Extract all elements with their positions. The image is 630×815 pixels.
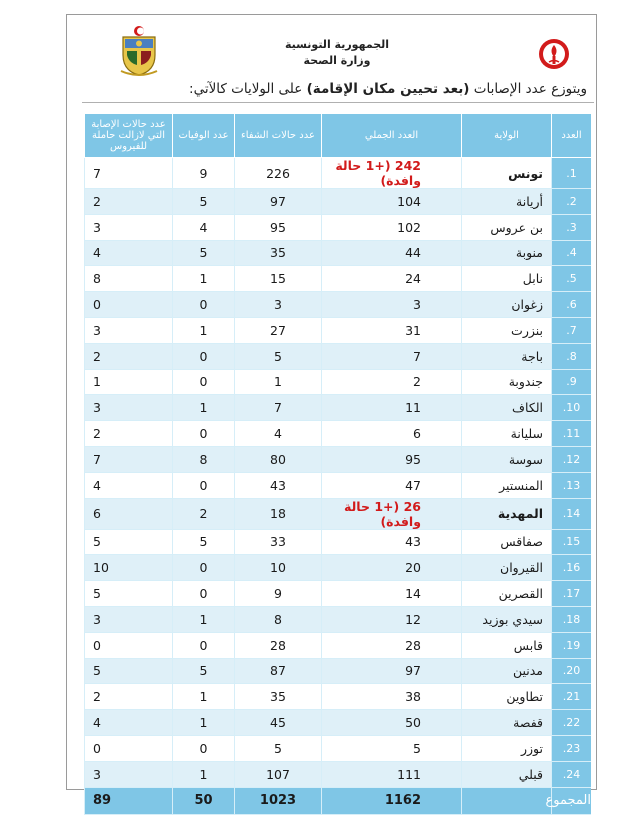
- divider: [82, 102, 594, 103]
- row-active: 6: [84, 499, 172, 530]
- row-governorate: أريانة: [461, 189, 551, 215]
- row-index: 20.: [551, 659, 591, 685]
- row-governorate: مدنين: [461, 659, 551, 685]
- ministry-name: وزارة الصحة: [303, 54, 371, 67]
- row-deaths: 1: [172, 395, 234, 421]
- row-active: 2: [84, 189, 172, 215]
- ministry-health-logo-icon: [537, 37, 571, 71]
- row-index: 21.: [551, 684, 591, 710]
- intro-suffix: على الولايات كالآتي:: [189, 81, 307, 97]
- row-governorate: بن عروس: [461, 215, 551, 241]
- table-row: [84, 158, 591, 189]
- table-row: [84, 344, 591, 370]
- row-total-cases: 242 (+1 حالة وافدة): [321, 158, 461, 189]
- row-deaths: 2: [172, 499, 234, 530]
- row-deaths: 0: [172, 344, 234, 370]
- table-row: [84, 633, 591, 659]
- row-deaths: 1: [172, 710, 234, 736]
- total-label: المجموع: [551, 788, 591, 815]
- row-recovered: 35: [234, 241, 321, 267]
- row-recovered: 43: [234, 473, 321, 499]
- row-governorate: جندوبة: [461, 370, 551, 396]
- row-deaths: 0: [172, 581, 234, 607]
- row-recovered: 45: [234, 710, 321, 736]
- table-row: [84, 447, 591, 473]
- table-row: [84, 659, 591, 685]
- row-index: 22.: [551, 710, 591, 736]
- total-active: 89: [84, 788, 172, 815]
- row-index: 19.: [551, 633, 591, 659]
- total-recovered: 1023: [234, 788, 321, 815]
- row-total-cases: 26 (+1 حالة وافدة): [321, 499, 461, 530]
- row-total-cases: 43: [321, 530, 461, 556]
- issuer-heading: [247, 37, 427, 69]
- row-governorate: المنستير: [461, 473, 551, 499]
- table-total-row: [84, 788, 591, 815]
- row-recovered: 15: [234, 266, 321, 292]
- row-deaths: 0: [172, 421, 234, 447]
- row-recovered: 10: [234, 555, 321, 581]
- row-active: 0: [84, 292, 172, 318]
- row-total-cases: 5: [321, 736, 461, 762]
- row-deaths: 5: [172, 241, 234, 267]
- row-governorate: الكاف: [461, 395, 551, 421]
- row-total-cases: 6: [321, 421, 461, 447]
- row-active: 4: [84, 473, 172, 499]
- row-recovered: 97: [234, 189, 321, 215]
- row-total-cases: 14: [321, 581, 461, 607]
- row-index: 24.: [551, 762, 591, 788]
- row-recovered: 5: [234, 344, 321, 370]
- row-governorate: القصرين: [461, 581, 551, 607]
- row-active: 3: [84, 607, 172, 633]
- row-active: 5: [84, 659, 172, 685]
- row-governorate: تطاوين: [461, 684, 551, 710]
- row-deaths: 0: [172, 555, 234, 581]
- row-index: 4.: [551, 241, 591, 267]
- row-recovered: 226: [234, 158, 321, 189]
- row-index: 12.: [551, 447, 591, 473]
- republic-name: الجمهورية التونسية: [284, 38, 390, 51]
- row-index: 6.: [551, 292, 591, 318]
- row-active: 3: [84, 395, 172, 421]
- row-active: 0: [84, 736, 172, 762]
- table-row: [84, 292, 591, 318]
- row-deaths: 0: [172, 292, 234, 318]
- row-total-cases: 104: [321, 189, 461, 215]
- table-row: [84, 710, 591, 736]
- row-active: 2: [84, 344, 172, 370]
- row-recovered: 8: [234, 607, 321, 633]
- row-active: 4: [84, 241, 172, 267]
- row-total-cases: 11: [321, 395, 461, 421]
- row-deaths: 9: [172, 158, 234, 189]
- row-total-cases: 12: [321, 607, 461, 633]
- header-deaths: عدد الوفيات: [172, 114, 234, 158]
- row-recovered: 95: [234, 215, 321, 241]
- row-index: 5.: [551, 266, 591, 292]
- row-active: 3: [84, 215, 172, 241]
- row-recovered: 28: [234, 633, 321, 659]
- row-total-cases: 47: [321, 473, 461, 499]
- table-row: [84, 395, 591, 421]
- row-deaths: 5: [172, 659, 234, 685]
- row-governorate: نابل: [461, 266, 551, 292]
- row-total-cases: 44: [321, 241, 461, 267]
- tunisia-coat-of-arms-icon: [117, 25, 161, 77]
- row-total-cases: 3: [321, 292, 461, 318]
- cases-by-governorate-table: [84, 114, 591, 815]
- table-intro-text: [75, 81, 587, 97]
- table-row: [84, 241, 591, 267]
- total-deaths: 50: [172, 788, 234, 815]
- row-governorate: القيروان: [461, 555, 551, 581]
- row-deaths: 0: [172, 370, 234, 396]
- row-active: 4: [84, 710, 172, 736]
- table-row: [84, 370, 591, 396]
- row-governorate: باجة: [461, 344, 551, 370]
- row-active: 7: [84, 158, 172, 189]
- row-index: 1.: [551, 158, 591, 189]
- row-index: 7.: [551, 318, 591, 344]
- row-total-cases: 7: [321, 344, 461, 370]
- header-active: عدد حالات الإصابة التي لازالت حاملة للفيروس: [84, 114, 172, 158]
- row-recovered: 27: [234, 318, 321, 344]
- row-total-cases: 50: [321, 710, 461, 736]
- row-index: 15.: [551, 530, 591, 556]
- row-deaths: 5: [172, 189, 234, 215]
- intro-bold: (بعد تحيين مكان الإقامة): [306, 81, 470, 97]
- row-governorate: سليانة: [461, 421, 551, 447]
- table-row: [84, 215, 591, 241]
- row-total-cases: 28: [321, 633, 461, 659]
- total-cases: 1162: [321, 788, 461, 815]
- row-index: 10.: [551, 395, 591, 421]
- table-row: [84, 421, 591, 447]
- row-total-cases: 31: [321, 318, 461, 344]
- table-row: [84, 189, 591, 215]
- row-index: 2.: [551, 189, 591, 215]
- row-governorate: المهدية: [461, 499, 551, 530]
- row-governorate: قابس: [461, 633, 551, 659]
- header-recovered: عدد حالات الشفاء: [234, 114, 321, 158]
- row-active: 7: [84, 447, 172, 473]
- row-deaths: 1: [172, 607, 234, 633]
- row-recovered: 80: [234, 447, 321, 473]
- row-active: 1: [84, 370, 172, 396]
- row-recovered: 4: [234, 421, 321, 447]
- row-recovered: 5: [234, 736, 321, 762]
- row-deaths: 1: [172, 318, 234, 344]
- row-active: 3: [84, 318, 172, 344]
- row-deaths: 4: [172, 215, 234, 241]
- row-active: 10: [84, 555, 172, 581]
- table-row: [84, 555, 591, 581]
- row-index: 23.: [551, 736, 591, 762]
- table-row: [84, 473, 591, 499]
- table-row: [84, 530, 591, 556]
- table-header-row: [84, 114, 591, 158]
- row-governorate: توزر: [461, 736, 551, 762]
- row-governorate: صفاقس: [461, 530, 551, 556]
- row-governorate: زغوان: [461, 292, 551, 318]
- row-total-cases: 20: [321, 555, 461, 581]
- row-index: 14.: [551, 499, 591, 530]
- row-governorate: سيدي بوزيد: [461, 607, 551, 633]
- intro-prefix: ويتوزع عدد الإصابات: [469, 81, 587, 97]
- row-active: 2: [84, 421, 172, 447]
- row-total-cases: 95: [321, 447, 461, 473]
- row-index: 18.: [551, 607, 591, 633]
- row-index: 13.: [551, 473, 591, 499]
- row-index: 17.: [551, 581, 591, 607]
- table-row: [84, 607, 591, 633]
- row-active: 8: [84, 266, 172, 292]
- row-deaths: 8: [172, 447, 234, 473]
- row-recovered: 1: [234, 370, 321, 396]
- table-row: [84, 499, 591, 530]
- table-row: [84, 736, 591, 762]
- row-total-cases: 111: [321, 762, 461, 788]
- row-deaths: 0: [172, 473, 234, 499]
- row-recovered: 3: [234, 292, 321, 318]
- row-deaths: 1: [172, 266, 234, 292]
- row-recovered: 18: [234, 499, 321, 530]
- row-deaths: 5: [172, 530, 234, 556]
- row-index: 8.: [551, 344, 591, 370]
- row-recovered: 7: [234, 395, 321, 421]
- total-blank: [461, 788, 551, 815]
- row-index: 3.: [551, 215, 591, 241]
- table-row: [84, 684, 591, 710]
- row-index: 11.: [551, 421, 591, 447]
- row-total-cases: 38: [321, 684, 461, 710]
- row-deaths: 1: [172, 762, 234, 788]
- row-governorate: تونس: [461, 158, 551, 189]
- document-page: [66, 14, 597, 809]
- table-row: [84, 762, 591, 788]
- table-row: [84, 318, 591, 344]
- row-active: 2: [84, 684, 172, 710]
- row-total-cases: 24: [321, 266, 461, 292]
- row-recovered: 35: [234, 684, 321, 710]
- row-deaths: 1: [172, 684, 234, 710]
- table-row: [84, 581, 591, 607]
- row-governorate: سوسة: [461, 447, 551, 473]
- row-active: 3: [84, 762, 172, 788]
- row-deaths: 0: [172, 633, 234, 659]
- table-body: [84, 158, 591, 788]
- header-governorate: الولاية: [461, 114, 551, 158]
- row-deaths: 0: [172, 736, 234, 762]
- row-governorate: قبلي: [461, 762, 551, 788]
- table-row: [84, 266, 591, 292]
- row-total-cases: 102: [321, 215, 461, 241]
- row-active: 5: [84, 530, 172, 556]
- row-total-cases: 97: [321, 659, 461, 685]
- row-recovered: 87: [234, 659, 321, 685]
- row-governorate: قفصة: [461, 710, 551, 736]
- row-total-cases: 2: [321, 370, 461, 396]
- row-active: 5: [84, 581, 172, 607]
- header-index: العدد: [551, 114, 591, 158]
- row-recovered: 33: [234, 530, 321, 556]
- row-governorate: منوبة: [461, 241, 551, 267]
- row-recovered: 9: [234, 581, 321, 607]
- row-index: 16.: [551, 555, 591, 581]
- header-total: العدد الجملي: [321, 114, 461, 158]
- row-active: 0: [84, 633, 172, 659]
- row-index: 9.: [551, 370, 591, 396]
- row-governorate: بنزرت: [461, 318, 551, 344]
- row-recovered: 107: [234, 762, 321, 788]
